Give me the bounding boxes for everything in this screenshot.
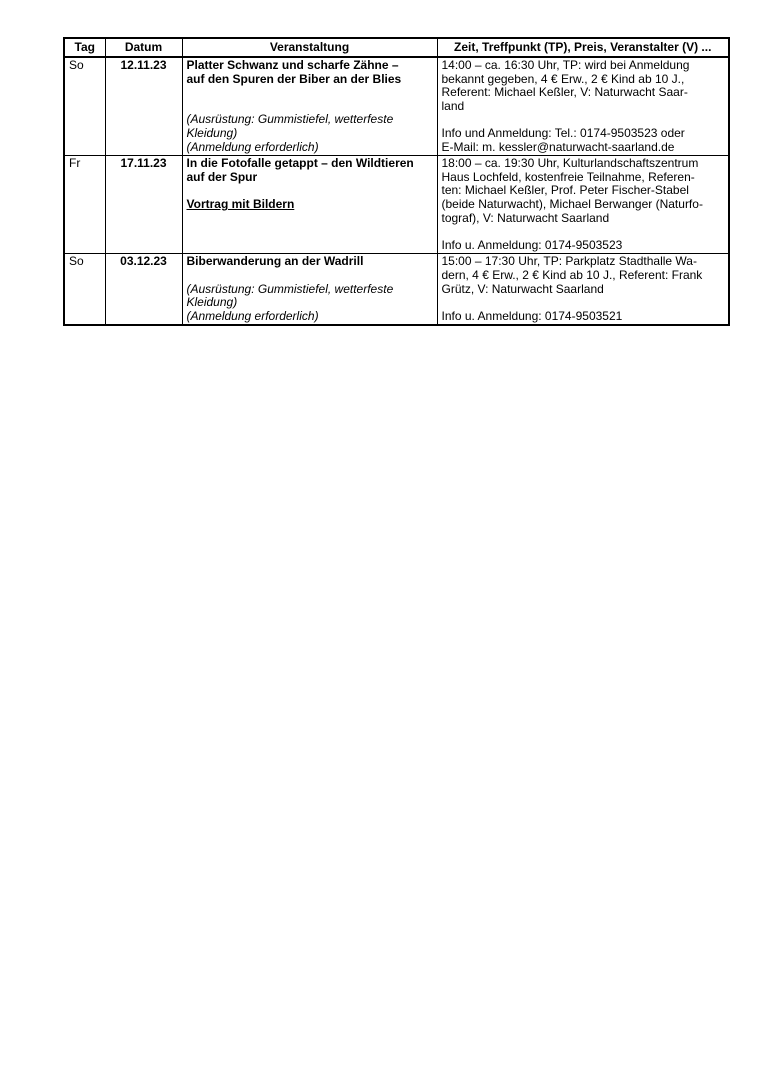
contact-line: E-Mail: m. kessler@naturwacht-saarland.de [441,139,675,154]
cell-details [437,254,729,325]
detail-line: 18:00 – ca. 19:30 Uhr, Kulturlandschaftszentrum [441,156,699,171]
cell-tag: So [64,57,105,156]
document-page [63,37,728,326]
events-table [63,37,730,326]
cell-tag: Fr [64,156,105,254]
event-date: 12.11.23 [120,58,167,72]
header-details: Zeit, Treffpunkt (TP), Preis, Veranstalter (V) ... [437,38,729,57]
cell-veranstaltung [182,254,437,325]
detail-line: (beide Naturwacht), Michael Berwanger (Naturfo- [441,196,703,211]
event-note-line: (Anmeldung erforderlich) [186,139,319,154]
table-row [64,156,729,254]
cell-datum [105,254,182,325]
table-row [64,254,729,325]
detail-line: Grütz, V: Naturwacht Saarland [441,281,604,296]
detail-line: Haus Lochfeld, kostenfreie Teilnahme, Referen- [441,169,695,184]
table-header-row [64,38,729,57]
contact-line: Info u. Anmeldung: 0174-9503523 [441,237,623,252]
event-title-line: In die Fotofalle getappt – den Wildtieren [186,156,414,171]
detail-line: 15:00 – 17:30 Uhr, TP: Parkplatz Stadthalle Wa- [441,254,697,269]
cell-veranstaltung [182,156,437,254]
event-note-line: (Ausrüstung: Gummistiefel, wetterfeste [186,112,394,127]
contact-line: Info und Anmeldung: Tel.: 0174-9503523 oder [441,125,685,140]
event-title-line: Biberwanderung an der Wadrill [186,254,364,269]
event-note-line: Kleidung) [186,125,238,140]
contact-line: Info u. Anmeldung: 0174-9503521 [441,308,623,323]
event-date: 03.12.23 [120,254,167,269]
event-title-line: Platter Schwanz und scharfe Zähne – [186,58,399,72]
event-note-line: Kleidung) [186,295,238,310]
event-subtitle: Vortrag mit Bildern [186,196,295,211]
detail-line: dern, 4 € Erw., 2 € Kind ab 10 J., Referent: Frank [441,267,703,282]
header-datum: Datum [105,38,182,57]
cell-datum [105,57,182,156]
event-title-line: auf den Spuren der Biber an der Blies [186,71,402,86]
detail-line: 14:00 – ca. 16:30 Uhr, TP: wird bei Anmeldung [441,58,690,72]
header-veranstaltung: Veranstaltung [182,38,437,57]
cell-datum [105,156,182,254]
detail-line: land [441,98,465,113]
event-note-line: (Ausrüstung: Gummistiefel, wetterfeste [186,281,394,296]
cell-veranstaltung [182,57,437,156]
event-title-line: auf der Spur [186,169,258,184]
detail-line: bekannt gegeben, 4 € Erw., 2 € Kind ab 10 J., [441,71,685,86]
event-date: 17.11.23 [120,156,167,171]
cell-details [437,156,729,254]
detail-line: Referent: Michael Keßler, V: Naturwacht Saar- [441,85,688,100]
detail-line: tograf), V: Naturwacht Saarland [441,210,610,225]
event-note-line: (Anmeldung erforderlich) [186,308,319,323]
table-row [64,57,729,156]
detail-line: ten: Michael Keßler, Prof. Peter Fischer-Stabel [441,183,689,198]
cell-details [437,57,729,156]
header-tag: Tag [64,38,105,57]
cell-tag: So [64,254,105,325]
